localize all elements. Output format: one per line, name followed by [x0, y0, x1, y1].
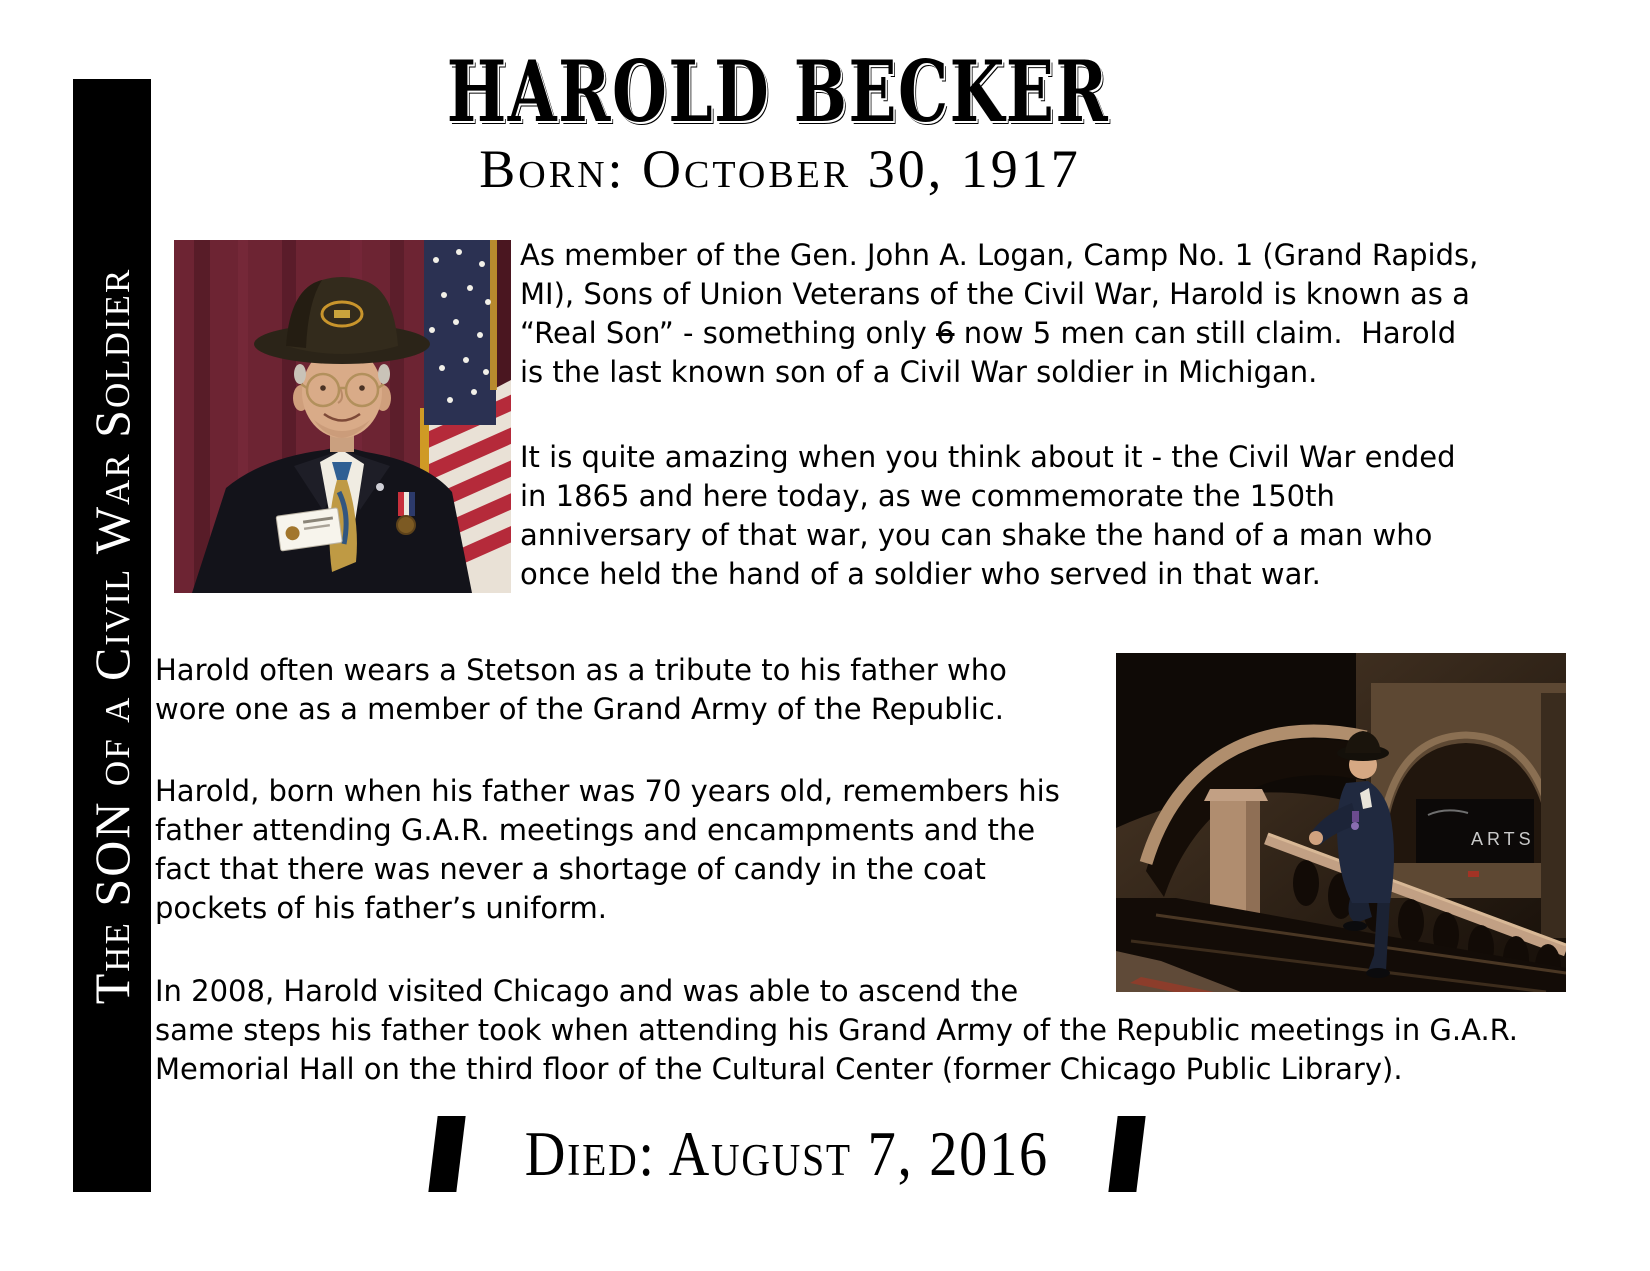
- paragraph-150th-anniversary: It is quite amazing when you think about it - the Civil War ended in 1865 and here today, as we commemorate the 150th anniversary of that war, you can shake the hand of a man who once held the hand of a soldier who served in that war.: [520, 440, 1465, 591]
- paragraph-stetson: Harold often wears a Stetson as a tribute to his father who wore one as a member of the Grand Army of the Republic.: [155, 653, 1007, 726]
- paragraph-real-son-start: As member of the Gen. John A. Logan, Camp No. 1 (Grand Rapids, MI), Sons of Union Veterans of the Civil War, Harold is known as a “Real Son” - something only: [520, 238, 1488, 350]
- photo-harold-portrait: [174, 240, 511, 593]
- strikethrough-six: 6: [936, 316, 955, 350]
- born-date: Born: October 30, 1917: [479, 139, 1081, 199]
- died-banner: [0, 1116, 1574, 1192]
- sidebar-banner: [73, 79, 151, 1192]
- paragraph-chicago-steps: In 2008, Harold visited Chicago and was able to ascend the same steps his father took when attending his Grand Army of the Republic meetings in G.A.R. Memorial Hall on the third floor of the Cultural Center (former Chicago Public Library).: [155, 974, 1518, 1086]
- photo-harold-staircase: [1116, 653, 1566, 992]
- paragraph-real-son: [520, 236, 1488, 392]
- paragraph-real-son-end: now 5 men can still claim. Harold is the last known son of a Civil War soldier in Michigan.: [520, 316, 1466, 389]
- paragraph-gar-meetings: Harold, born when his father was 70 years old, remembers his father attending G.A.R. meetings and encampments and the fact that there was never a shortage of candy in the coat pockets of his father’s uniform.: [155, 774, 1060, 925]
- died-date: Died: August 7, 2016: [524, 1117, 1050, 1189]
- right-bar-decoration: [1108, 1116, 1145, 1192]
- staircase-photo-illustration: [1116, 653, 1566, 992]
- page-title: HAROLD BECKER: [446, 42, 1110, 141]
- sidebar-title: The SON of a Civil War Soldier: [84, 267, 140, 1004]
- intro-paragraphs: [520, 236, 1488, 640]
- arts-sign-text: ARTS: [1471, 829, 1535, 849]
- medal: [397, 492, 415, 534]
- left-bar-decoration: [428, 1116, 465, 1192]
- lower-section: [155, 651, 1566, 1089]
- portrait-photo-illustration: [174, 240, 511, 593]
